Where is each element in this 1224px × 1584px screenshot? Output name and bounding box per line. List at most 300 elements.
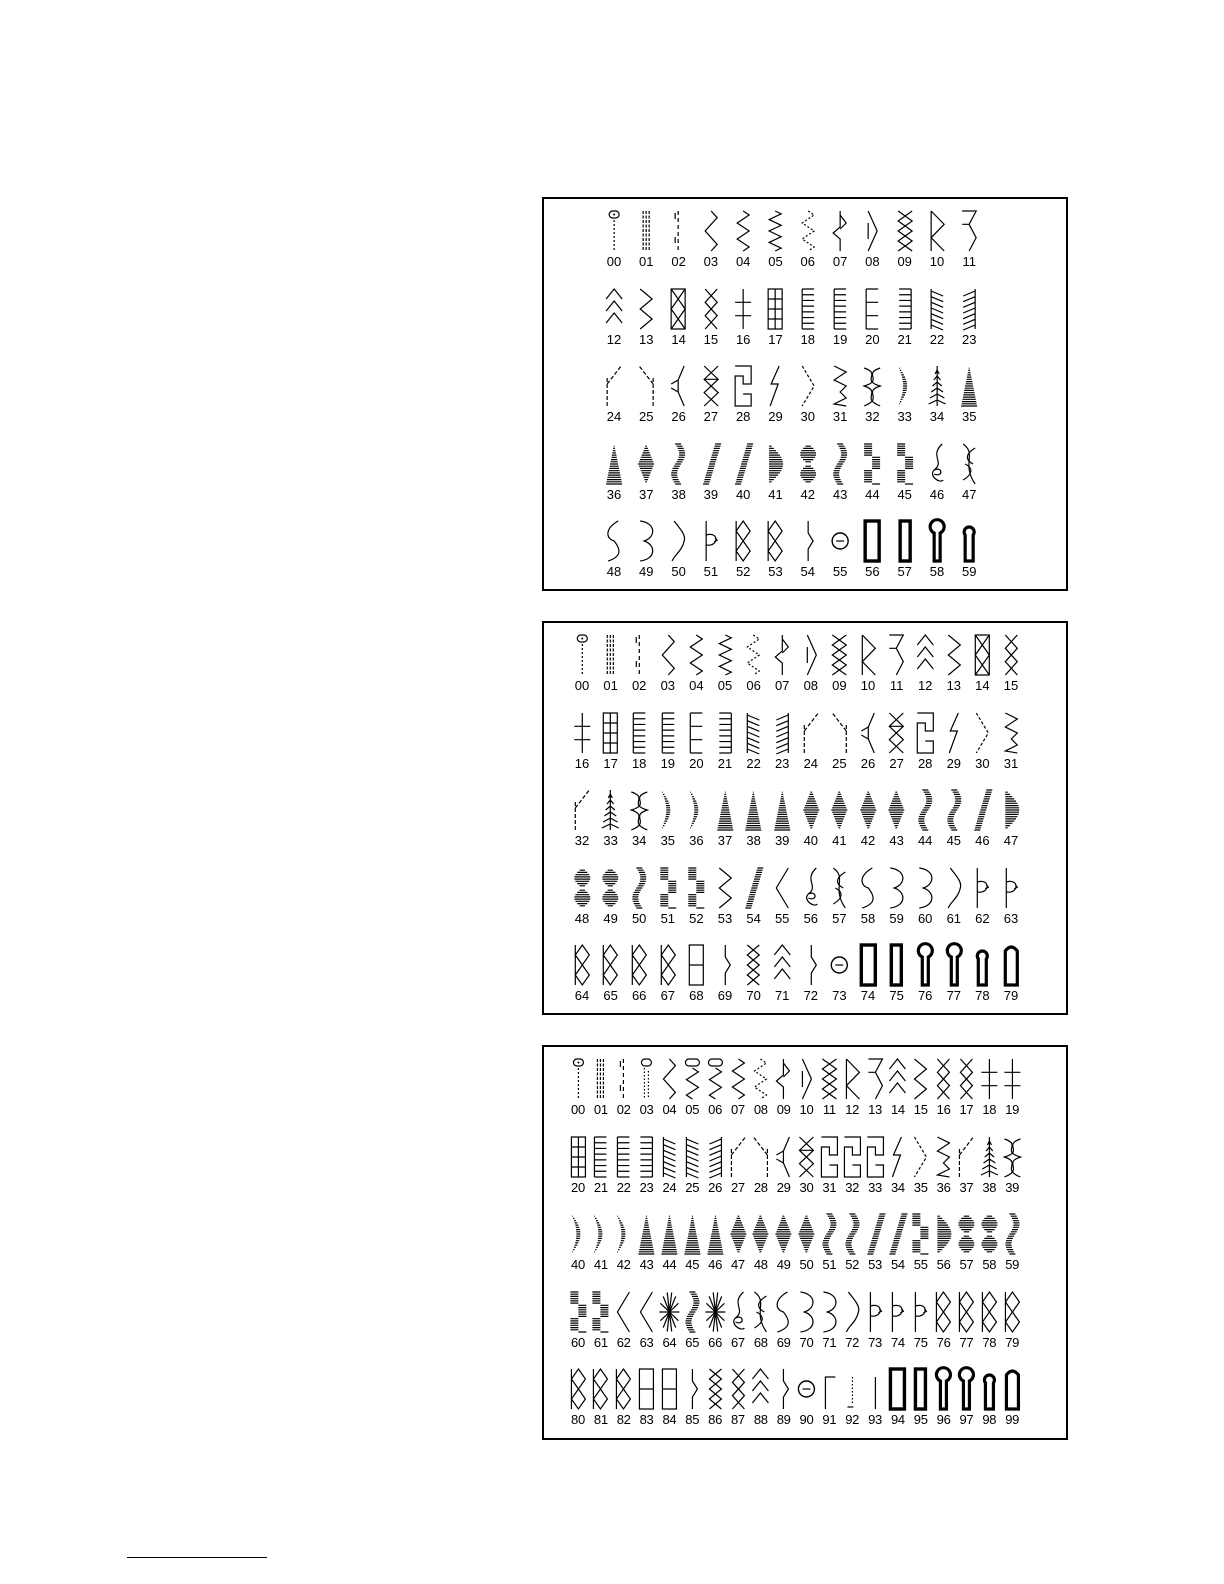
stitch-number: 74 [860,988,876,1003]
stitch-symbol-icon [824,440,856,486]
stitch-number: 05 [685,1102,700,1117]
stitch-cell [921,517,953,581]
stitch-number: 27 [889,755,904,771]
stitch-cell [864,1133,887,1197]
stitch-symbol-icon [568,941,597,987]
stitch-number: 17 [768,331,783,347]
stitch-cell [727,207,759,271]
stitch-number: 11 [962,254,977,269]
stitch-symbol-icon [1001,1055,1024,1101]
stitch-number: 31 [822,1179,837,1195]
stitch-cell [978,1133,1001,1197]
stitch-symbol-icon [955,1365,978,1411]
stitch-cell [772,1365,795,1429]
stitch-symbol-icon [889,517,921,563]
stitch-cell [682,631,711,695]
stitch-symbol-icon [797,631,826,677]
stitch-cell [727,1365,750,1429]
stitch-cell [825,631,854,695]
stitch-number: 19 [1005,1102,1020,1117]
stitch-number: 31 [832,409,848,424]
stitch-number: 65 [603,988,618,1003]
stitch-number: 94 [890,1412,905,1428]
stitch-cell [704,1133,727,1197]
stitch-number: 84 [662,1412,677,1428]
stitch-number: 03 [660,678,676,693]
stitch-cell [955,1365,978,1429]
stitch-symbol-icon [795,1210,818,1256]
stitch-number: 79 [1005,1334,1020,1350]
stitch-number: 96 [936,1412,951,1428]
stitch-symbol-icon [768,786,797,832]
stitch-symbol-icon [955,1210,978,1256]
stitch-symbol-icon [654,864,683,910]
stitch-number: 00 [571,1102,585,1117]
stitch-cell [882,786,911,850]
stitch-symbol-icon [612,1055,635,1101]
stitch-cell [864,1210,887,1274]
stitch-symbol-icon [596,786,625,832]
stitch-cell [635,1133,658,1197]
stitch-number: 51 [703,564,719,579]
stitch-symbol-icon [749,1365,772,1411]
stitch-symbol-icon [818,1055,841,1101]
stitch-symbol-icon [658,1133,681,1179]
stitch-number: 76 [936,1334,951,1350]
stitch-cell [625,631,654,695]
stitch-cell [682,941,711,1005]
stitch-number: 25 [832,755,847,771]
stitch-number: 34 [929,409,945,424]
stitch-symbol-icon [568,864,597,910]
stitch-number: 49 [776,1257,791,1273]
stitch-cell [824,517,856,581]
stitch-number: 20 [571,1179,585,1195]
stitch-symbol-icon [727,1210,750,1256]
stitch-cell [568,941,597,1005]
stitch-number: 34 [890,1179,905,1195]
stitch-cell [658,1210,681,1274]
stitch-number: 35 [962,409,977,424]
stitch-number: 28 [753,1179,768,1195]
stitch-number: 42 [616,1257,631,1273]
stitch-symbol-icon [978,1133,1001,1179]
stitch-cell [568,864,597,928]
stitch-number: 57 [959,1257,974,1273]
stitch-number: 78 [975,988,990,1003]
stitch-number: 24 [606,409,622,424]
stitch-number: 64 [662,1334,677,1350]
stitch-cell [759,207,791,271]
stitch-number: 50 [671,564,686,579]
stitch-symbol-icon [768,864,797,910]
stitch-symbol-icon [824,517,856,563]
stitch-cell [759,517,791,581]
stitch-cell [795,1288,818,1352]
stitch-symbol-icon [662,285,694,331]
stitch-symbol-icon [768,941,797,987]
stitch-symbol-icon [968,631,997,677]
stitch-cell [792,285,824,349]
stitch-symbol-icon [598,517,630,563]
stitch-symbol-icon [759,362,791,408]
stitch-symbol-icon [727,285,759,331]
stitch-number: 38 [671,486,686,502]
stitch-symbol-icon [739,631,768,677]
stitch-symbol-icon [630,207,662,253]
stitch-symbol-icon [889,362,921,408]
stitch-symbol-icon [940,941,969,987]
stitch-symbol-icon [841,1210,864,1256]
stitch-symbol-icon [612,1365,635,1411]
stitch-cell [953,207,985,271]
stitch-symbol-icon [711,786,740,832]
stitch-symbol-icon [568,631,597,677]
stitch-symbol-icon [864,1133,887,1179]
stitch-symbol-icon [909,1365,932,1411]
stitch-cell [889,362,921,426]
stitch-cell [727,285,759,349]
stitch-number: 39 [1005,1179,1020,1195]
stitch-number: 75 [913,1334,928,1350]
stitch-cell [864,1288,887,1352]
stitch-number: 73 [832,988,847,1003]
stitch-number: 19 [832,331,848,347]
stitch-number: 53 [717,910,733,926]
stitch-cell [932,1365,955,1429]
stitch-number: 61 [593,1334,608,1350]
stitch-symbol-icon [841,1288,864,1334]
stitch-cell [818,1210,841,1274]
stitch-symbol-icon [662,207,694,253]
stitch-number: 56 [803,910,819,926]
stitch-symbol-icon [864,1365,887,1411]
stitch-number: 43 [889,833,904,848]
stitch-symbol-icon [704,1365,727,1411]
stitch-symbol-icon [681,1133,704,1179]
stitch-symbol-icon [695,517,727,563]
stitch-number: 09 [776,1102,791,1117]
stitch-symbol-icon [953,517,985,563]
stitch-cell [940,709,969,773]
stitch-number: 15 [1003,678,1019,693]
stitch-symbol-icon [864,1055,887,1101]
stitch-symbol-icon [955,1055,978,1101]
stitch-number: 81 [593,1412,608,1428]
stitch-symbol-icon [921,517,953,563]
stitch-symbol-icon [768,631,797,677]
stitch-cell [704,1365,727,1429]
stitch-number: 72 [845,1334,860,1350]
stitch-symbol-icon [630,285,662,331]
stitch-symbol-icon [795,1055,818,1101]
stitch-symbol-icon [711,864,740,910]
stitch-cell [662,517,694,581]
stitch-symbol-icon [596,941,625,987]
stitch-cell [978,1365,1001,1429]
stitch-symbol-icon [940,864,969,910]
stitch-cell [567,1365,590,1429]
stitch-cell [654,941,683,1005]
stitch-cell [711,631,740,695]
stitch-symbol-icon [704,1210,727,1256]
stitch-symbol-icon [635,1288,658,1334]
stitch-number: 41 [593,1257,608,1273]
stitch-grid [544,1047,1066,1438]
stitch-number: 83 [639,1412,654,1428]
stitch-cell [841,1288,864,1352]
stitch-number: 89 [776,1412,791,1428]
stitch-cell [772,1055,795,1119]
stitch-cell [911,864,940,928]
stitch-cell [886,1055,909,1119]
stitch-cell [596,864,625,928]
stitch-symbol-icon [921,207,953,253]
stitch-symbol-icon [589,1055,612,1101]
stitch-number: 44 [917,833,933,848]
stitch-number: 54 [890,1257,905,1273]
stitch-number: 27 [703,409,719,424]
stitch-cell [727,1133,750,1197]
stitch-number: 99 [1005,1412,1020,1428]
stitch-symbol-icon [727,362,759,408]
stitch-number: 12 [606,331,622,347]
stitch-symbol-icon [921,362,953,408]
stitch-symbol-icon [818,1133,841,1179]
stitch-symbol-icon [792,362,824,408]
stitch-cell [968,786,997,850]
stitch-cell [658,1365,681,1429]
stitch-symbol-icon [727,1133,750,1179]
stitch-number: 14 [890,1102,905,1117]
stitch-number: 93 [868,1412,882,1428]
stitch-symbol-icon [911,941,940,987]
stitch-number: 07 [731,1102,745,1117]
stitch-symbol-icon [681,1365,704,1411]
stitch-cell [704,1055,727,1119]
stitch-cell [955,1133,978,1197]
stitch-symbol-icon [797,941,826,987]
stitch-symbol-icon [568,709,597,755]
stitch-cell [759,285,791,349]
stitch-number: 98 [982,1412,997,1428]
stitch-number: 20 [865,331,880,347]
stitch-number: 52 [689,910,704,926]
stitch-symbol-icon [1001,1288,1024,1334]
stitch-number: 63 [1003,910,1019,926]
stitch-cell [596,631,625,695]
stitch-symbol-icon [658,1288,681,1334]
stitch-number: 61 [946,910,962,926]
stitch-symbol-icon [711,709,740,755]
stitch-number: 13 [946,678,962,693]
stitch-symbol-icon [953,285,985,331]
stitch-cell [567,1133,590,1197]
stitch-cell [598,440,630,504]
stitch-cell [882,631,911,695]
stitch-cell [662,362,694,426]
stitch-symbol-icon [856,517,888,563]
stitch-cell [695,207,727,271]
stitch-number: 41 [768,486,783,502]
stitch-number: 45 [897,486,912,502]
stitch-cell [1001,1055,1024,1119]
stitch-cell [598,207,630,271]
stitch-number: 18 [982,1102,997,1117]
stitch-symbol-icon [909,1133,932,1179]
stitch-number: 40 [571,1257,585,1273]
stitch-cell [1001,1365,1024,1429]
stitch-symbol-icon [968,864,997,910]
stitch-number: 22 [616,1179,631,1195]
stitch-symbol-icon [997,864,1026,910]
stitch-symbol-icon [612,1133,635,1179]
stitch-symbol-icon [704,1133,727,1179]
stitch-symbol-icon [681,1055,704,1101]
stitch-symbol-icon [658,1210,681,1256]
stitch-number: 39 [774,833,790,848]
stitch-number: 02 [671,254,686,269]
stitch-symbol-icon [968,786,997,832]
stitch-number: 02 [616,1102,631,1117]
stitch-number: 40 [735,486,751,502]
stitch-cell [612,1210,635,1274]
stitch-cell [864,1365,887,1429]
stitch-cell [630,285,662,349]
stitch-symbol-icon [681,1210,704,1256]
stitch-symbol-icon [768,709,797,755]
stitch-symbol-icon [704,1055,727,1101]
stitch-cell [889,207,921,271]
stitch-cell [711,941,740,1005]
stitch-cell [662,207,694,271]
stitch-cell [824,285,856,349]
stitch-number: 00 [574,678,590,693]
stitch-number: 18 [800,331,816,347]
stitch-symbol-icon [825,631,854,677]
stitch-symbol-icon [978,1210,1001,1256]
stitch-number: 17 [603,755,618,771]
stitch-cell [749,1133,772,1197]
stitch-cell [909,1365,932,1429]
stitch-number: 10 [799,1102,814,1117]
stitch-number: 59 [889,910,904,926]
stitch-symbol-icon [567,1055,590,1101]
stitch-chart-1 [542,197,1068,591]
stitch-cell [682,786,711,850]
stitch-number: 29 [946,755,962,771]
stitch-cell [598,362,630,426]
stitch-number: 77 [946,988,962,1003]
stitch-number: 59 [1005,1257,1020,1273]
stitch-cell [824,207,856,271]
stitch-number: 36 [936,1179,951,1195]
stitch-cell [911,941,940,1005]
stitch-number: 26 [708,1179,723,1195]
footer-rule [127,1557,267,1558]
stitch-number: 16 [735,331,751,347]
stitch-number: 41 [832,833,847,848]
stitch-symbol-icon [759,285,791,331]
stitch-cell [768,864,797,928]
stitch-symbol-icon [682,941,711,987]
stitch-cell [658,1288,681,1352]
stitch-symbol-icon [921,440,953,486]
stitch-number: 08 [865,254,880,269]
stitch-number: 10 [860,678,876,693]
stitch-number: 06 [746,678,761,693]
stitch-cell [772,1133,795,1197]
stitch-number: 34 [631,833,647,848]
stitch-number: 66 [631,988,647,1003]
stitch-cell [711,786,740,850]
stitch-cell [955,1288,978,1352]
stitch-number: 44 [865,486,880,502]
stitch-symbol-icon [882,941,911,987]
stitch-cell [886,1133,909,1197]
stitch-number: 43 [639,1257,654,1273]
stitch-number: 33 [603,833,618,848]
stitch-number: 87 [731,1412,745,1428]
stitch-symbol-icon [589,1288,612,1334]
stitch-cell [797,709,826,773]
stitch-number: 48 [753,1257,768,1273]
stitch-cell [727,517,759,581]
stitch-cell [772,1210,795,1274]
stitch-symbol-icon [889,207,921,253]
stitch-number: 40 [803,833,819,848]
stitch-number: 88 [753,1412,768,1428]
stitch-number: 85 [685,1412,700,1428]
stitch-symbol-icon [955,1288,978,1334]
stitch-cell [625,864,654,928]
stitch-number: 00 [606,254,622,269]
stitch-symbol-icon [682,709,711,755]
stitch-symbol-icon [635,1133,658,1179]
stitch-symbol-icon [654,631,683,677]
stitch-cell [695,285,727,349]
stitch-cell [997,941,1026,1005]
stitch-symbol-icon [824,285,856,331]
stitch-number: 80 [571,1412,585,1428]
stitch-cell [797,786,826,850]
stitch-symbol-icon [630,517,662,563]
stitch-symbol-icon [792,440,824,486]
stitch-number: 50 [799,1257,814,1273]
stitch-cell [681,1133,704,1197]
stitch-number: 08 [803,678,819,693]
stitch-cell [854,631,883,695]
stitch-cell [818,1365,841,1429]
stitch-symbol-icon [978,1365,1001,1411]
stitch-cell [739,941,768,1005]
stitch-symbol-icon [589,1365,612,1411]
stitch-cell [997,709,1026,773]
stitch-cell [795,1365,818,1429]
stitch-number: 56 [865,564,880,579]
stitch-number: 12 [845,1102,860,1117]
stitch-symbol-icon [749,1210,772,1256]
stitch-number: 01 [639,254,654,269]
stitch-number: 78 [982,1334,997,1350]
stitch-symbol-icon [772,1133,795,1179]
stitch-number: 09 [832,678,847,693]
stitch-symbol-icon [854,864,883,910]
stitch-cell [704,1288,727,1352]
stitch-symbol-icon [911,709,940,755]
stitch-cell [792,440,824,504]
stitch-number: 56 [936,1257,951,1273]
